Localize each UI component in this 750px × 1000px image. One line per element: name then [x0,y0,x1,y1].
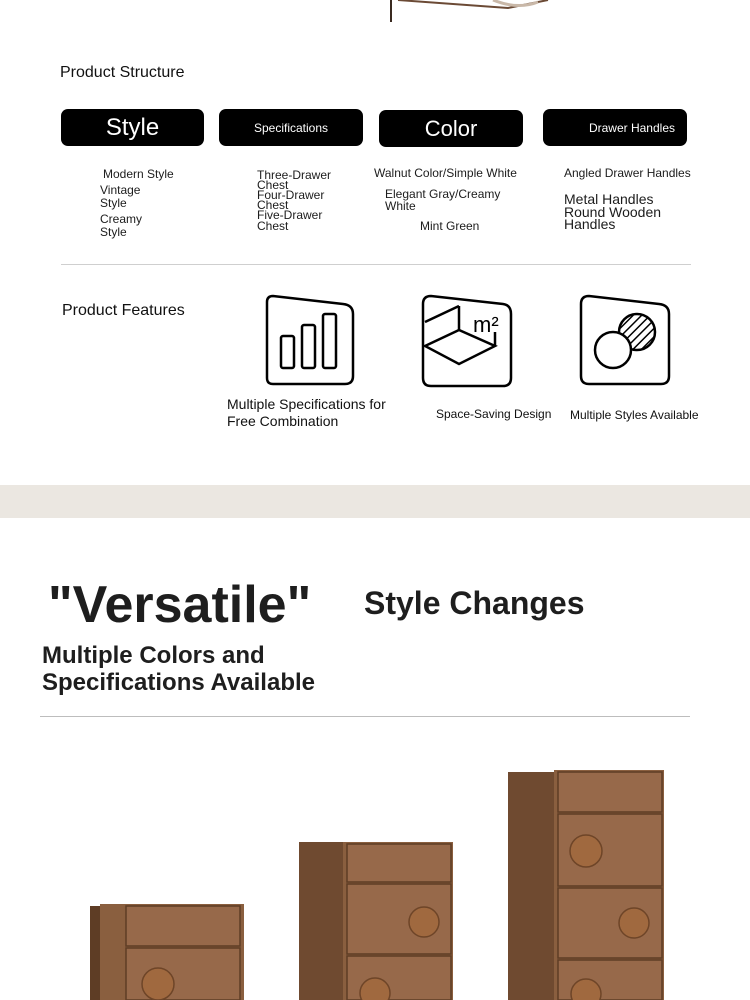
handle-option-angled: Angled Drawer Handles [564,166,691,180]
spec-option-four-drawer: Four-Drawer Chest [257,188,325,212]
area-m2-icon [419,294,515,393]
four-drawer-chest-image [297,840,455,1000]
style-option-creamy: Creamy Style [100,212,143,239]
colors-specs-tagline: Multiple Colors and Specifications Available [42,642,315,696]
handle-option-round-wooden: Round Wooden Handles [564,204,662,232]
color-option-mint: Mint Green [420,219,480,233]
versatile-divider [40,716,690,717]
category-color-pill: Color [379,110,523,147]
category-specifications-pill: Specifications [219,109,363,146]
category-drawer-handles-pill: Drawer Handles [543,109,687,146]
color-option-gray: Elegant Gray/Creamy White [385,187,501,213]
color-option-walnut: Walnut Color/Simple White [374,166,517,180]
spec-option-five-drawer: Five-Drawer Chest [257,208,323,233]
bar-chart-icon [261,294,356,392]
structure-divider [61,264,691,265]
style-changes-heading: Style Changes [364,585,585,621]
feature-label-space-saving: Space-Saving Design [436,407,552,421]
category-style-pill: Style [61,109,204,146]
style-option-vintage: Vintage Style [100,183,141,210]
top-product-image [388,0,558,24]
m2-icon-text: m² [473,312,499,337]
five-drawer-chest-image [506,768,666,1000]
styles-icon [577,294,672,392]
spec-option-three-drawer: Three-Drawer Chest [257,168,332,192]
style-option-modern: Modern Style [103,167,174,181]
feature-label-multiple-styles: Multiple Styles Available [570,408,699,422]
product-features-title: Product Features [62,302,185,319]
versatile-headline: "Versatile" [48,576,312,634]
product-structure-title: Product Structure [60,64,185,81]
feature-label-specifications: Multiple Specifications for Free Combination [227,396,386,429]
handle-option-metal: Metal Handles [564,191,654,207]
section-separator-band [0,485,750,518]
three-drawer-chest-image [88,902,248,1000]
